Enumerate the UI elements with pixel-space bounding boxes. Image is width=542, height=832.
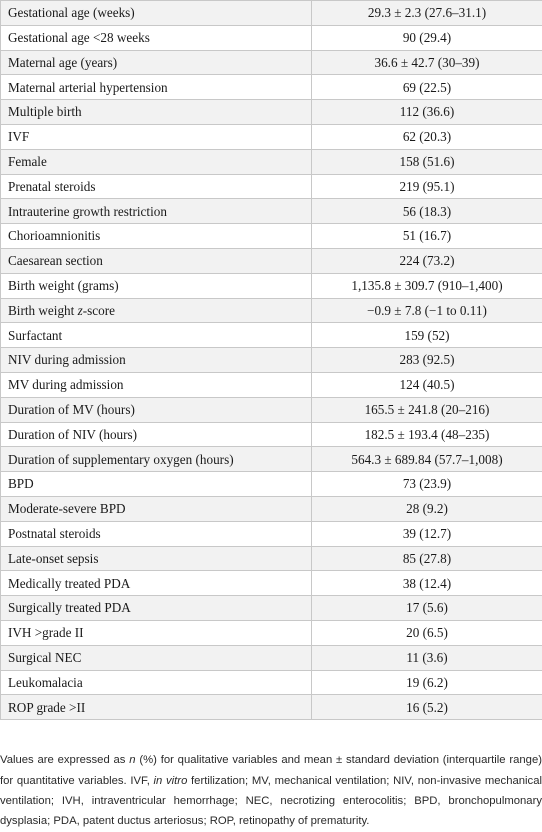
table-row	[1, 50, 542, 75]
row-value: 158 (51.6)	[312, 149, 542, 174]
row-value: 38 (12.4)	[312, 571, 542, 596]
table-row	[1, 422, 542, 447]
row-label: Late-onset sepsis	[1, 546, 312, 571]
row-label: BPD	[1, 472, 312, 497]
row-value: 20 (6.5)	[312, 620, 542, 645]
row-label: Maternal arterial hypertension	[1, 75, 312, 100]
row-label: Gestational age <28 weeks	[1, 25, 312, 50]
row-value: 51 (16.7)	[312, 224, 542, 249]
row-label: NIV during admission	[1, 348, 312, 373]
row-value: 165.5 ± 241.8 (20–216)	[312, 397, 542, 422]
row-label: ROP grade >II	[1, 695, 312, 720]
table-footnote	[0, 750, 542, 831]
table-row	[1, 620, 542, 645]
footnote-text: (%) for qualitative variables and mean ± standard deviation (interquartile range) for quantitative variables. IVF,	[0, 754, 542, 787]
row-value: 28 (9.2)	[312, 496, 542, 521]
row-label: MV during admission	[1, 372, 312, 397]
label-italic: z	[77, 302, 83, 318]
row-value: 112 (36.6)	[312, 100, 542, 125]
row-label: IVH >grade II	[1, 620, 312, 645]
table-row	[1, 472, 542, 497]
table-row	[1, 100, 542, 125]
row-label: Medically treated PDA	[1, 571, 312, 596]
table-row	[1, 546, 542, 571]
row-value: 19 (6.2)	[312, 670, 542, 695]
row-value: 219 (95.1)	[312, 174, 542, 199]
table-row	[1, 521, 542, 546]
row-label: Birth weight (grams)	[1, 273, 312, 298]
table-row	[1, 447, 542, 472]
row-label: Surgically treated PDA	[1, 596, 312, 621]
row-label: Surgical NEC	[1, 645, 312, 670]
row-label: Gestational age (weeks)	[1, 1, 312, 26]
row-label: Intrauterine growth restriction	[1, 199, 312, 224]
row-value: 90 (29.4)	[312, 25, 542, 50]
table-row	[1, 397, 542, 422]
table-row	[1, 323, 542, 348]
row-value: 62 (20.3)	[312, 124, 542, 149]
table-row	[1, 224, 542, 249]
row-value: 39 (12.7)	[312, 521, 542, 546]
table-row	[1, 571, 542, 596]
row-label: IVF	[1, 124, 312, 149]
row-label: Duration of supplementary oxygen (hours)	[1, 447, 312, 472]
row-value: 56 (18.3)	[312, 199, 542, 224]
table-row	[1, 695, 542, 720]
footnote-text: fertilization; MV, mechanical ventilation; NIV, non-invasive mechanical ventilation; IVH, intraventricular hemorrhage; NEC, necrotizing enterocolitis; BPD, bronchopulmonary dysplasia; PDA, patent ductus arteriosus; ROP, retinopathy of prematurity.	[0, 774, 542, 827]
table-row	[1, 174, 542, 199]
row-value: 224 (73.2)	[312, 248, 542, 273]
table-row	[1, 149, 542, 174]
footnote-text: Values are expressed as	[0, 754, 130, 767]
table-row	[1, 199, 542, 224]
row-label: Caesarean section	[1, 248, 312, 273]
row-value: 159 (52)	[312, 323, 542, 348]
table-row	[1, 248, 542, 273]
row-value: −0.9 ± 7.8 (−1 to 0.11)	[312, 298, 542, 323]
row-value: 124 (40.5)	[312, 372, 542, 397]
table-row	[1, 298, 542, 323]
table-row	[1, 496, 542, 521]
row-label: Surfactant	[1, 323, 312, 348]
label-text: -score	[82, 302, 115, 318]
row-label: Chorioamnionitis	[1, 224, 312, 249]
row-value: 182.5 ± 193.4 (48–235)	[312, 422, 542, 447]
table-row	[1, 124, 542, 149]
row-value: 1,135.8 ± 309.7 (910–1,400)	[312, 273, 542, 298]
row-label: Multiple birth	[1, 100, 312, 125]
row-label: Postnatal steroids	[1, 521, 312, 546]
row-label: Maternal age (years)	[1, 50, 312, 75]
row-label: Leukomalacia	[1, 670, 312, 695]
row-label: Duration of NIV (hours)	[1, 422, 312, 447]
row-value: 36.6 ± 42.7 (30–39)	[312, 50, 542, 75]
table-row	[1, 25, 542, 50]
row-label: Moderate-severe BPD	[1, 496, 312, 521]
row-label: Duration of MV (hours)	[1, 397, 312, 422]
row-label: Female	[1, 149, 312, 174]
label-text: Birth weight	[8, 302, 78, 318]
table-row	[1, 75, 542, 100]
row-value: 29.3 ± 2.3 (27.6–31.1)	[312, 1, 542, 26]
footnote-italic: n	[129, 754, 136, 767]
table-row	[1, 348, 542, 373]
row-value: 16 (5.2)	[312, 695, 542, 720]
footnote-italic: in vitro	[153, 774, 188, 787]
row-value: 85 (27.8)	[312, 546, 542, 571]
row-value: 11 (3.6)	[312, 645, 542, 670]
table-row	[1, 273, 542, 298]
row-value: 73 (23.9)	[312, 472, 542, 497]
row-value: 17 (5.6)	[312, 596, 542, 621]
table-row	[1, 645, 542, 670]
row-value: 283 (92.5)	[312, 348, 542, 373]
table-row	[1, 1, 542, 26]
table-row	[1, 372, 542, 397]
row-label	[1, 298, 312, 323]
table-row	[1, 596, 542, 621]
row-label: Prenatal steroids	[1, 174, 312, 199]
table-row	[1, 670, 542, 695]
row-value: 564.3 ± 689.84 (57.7–1,008)	[312, 447, 542, 472]
row-value: 69 (22.5)	[312, 75, 542, 100]
